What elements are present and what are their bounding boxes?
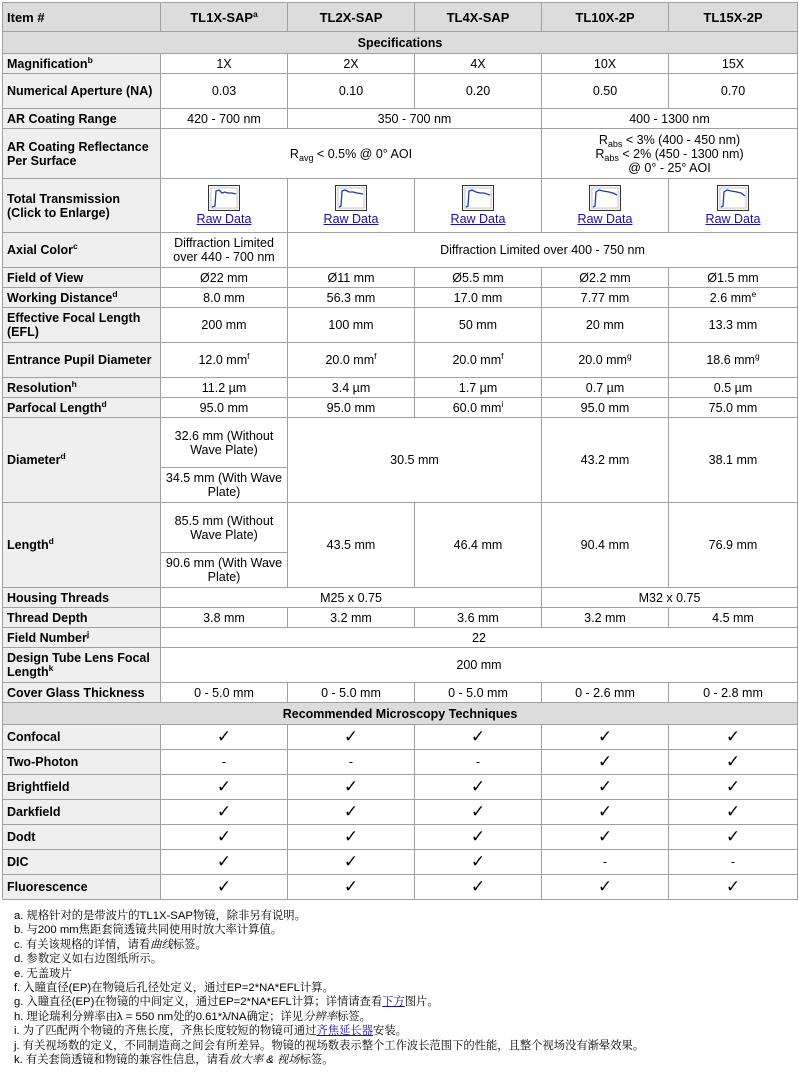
value: 13.3 mm [669, 308, 798, 343]
label-field-number: Field Number$^j$ [3, 628, 161, 648]
value: 43.2 mm [542, 418, 669, 503]
label-fov: Field of View [3, 268, 161, 288]
value: 85.5 mm (Without Wave Plate) [161, 503, 288, 553]
technique-label: Two-Photon [3, 750, 161, 775]
value: 34.5 mm (With Wave Plate) [161, 468, 288, 503]
footnote-g: g. 入瞳直径(EP)在物镜的中间定义，通过EP=2*NA*EFL计算；详情请查看下方图片。 [14, 996, 439, 1009]
transmission-graph-thumbnail[interactable] [717, 185, 749, 211]
technique-mark: ✓ [161, 800, 288, 825]
model-header-tl15x: TL15X-2P [669, 3, 798, 32]
label-resolution: Resolution$^h$ [3, 378, 161, 398]
value: Ø22 mm [161, 268, 288, 288]
value: 3.8 mm [161, 608, 288, 628]
label-magnification: Magnification$^b$ [3, 54, 161, 74]
value: 0.70 [669, 74, 798, 109]
value: 32.6 mm (Without Wave Plate) [161, 418, 288, 468]
model-header-tl1x: TL1X-SAP$^a$ [161, 3, 288, 32]
row-cover-glass [3, 683, 798, 703]
label-ar-range: AR Coating Range [3, 109, 161, 129]
technique-mark: ✓ [415, 825, 542, 850]
value: 0 - 5.0 mm [415, 683, 542, 703]
value: 0 - 5.0 mm [288, 683, 415, 703]
technique-mark: ✓ [415, 850, 542, 875]
value: 46.4 mm [415, 503, 542, 588]
technique-mark: ✓ [669, 750, 798, 775]
row-technique [3, 775, 798, 800]
transmission-cell [542, 179, 669, 233]
footnote-d: d. 参数定义如右边图纸所示。 [14, 953, 163, 966]
row-technique [3, 825, 798, 850]
specs-table [2, 2, 798, 900]
value: 0 - 5.0 mm [161, 683, 288, 703]
technique-mark: ✓ [288, 850, 415, 875]
technique-mark: ✓ [288, 875, 415, 900]
technique-mark: ✓ [542, 750, 669, 775]
value: 3.2 mm [542, 608, 669, 628]
value: Ø5.5 mm [415, 268, 542, 288]
technique-mark: ✓ [415, 775, 542, 800]
label-efl: Effective Focal Length (EFL) [3, 308, 161, 343]
footnote-e: e. 无盖玻片 [14, 967, 72, 980]
technique-label: Brightfield [3, 775, 161, 800]
technique-mark: ✓ [415, 800, 542, 825]
value: 20.0 $mm^f$ [415, 343, 542, 378]
row-parfocal [3, 398, 798, 418]
technique-mark: ✓ [161, 850, 288, 875]
value-reflectance-avg: $R_{avg} < 0.5\%$ @ 0° AOI [161, 129, 542, 179]
technique-mark: ✓ [669, 875, 798, 900]
value: 0.5 µm [669, 378, 798, 398]
transmission-cell [288, 179, 415, 233]
technique-mark: ✓ [288, 800, 415, 825]
value: 0.7 µm [542, 378, 669, 398]
value: 60.0 $mm^i$ [415, 398, 542, 418]
technique-label: Confocal [3, 725, 161, 750]
technique-mark: ✓ [542, 825, 669, 850]
row-length [3, 503, 798, 553]
value: 8.0 mm [161, 288, 288, 308]
value: 420 - 700 nm [161, 109, 288, 129]
value: 400 - 1300 nm [542, 109, 798, 129]
technique-mark: ✓ [288, 725, 415, 750]
row-magnification [3, 54, 798, 74]
technique-mark: - [415, 750, 542, 775]
label-tube-lens: Design Tube Lens Focal Length$^k$ [3, 648, 161, 683]
value: 90.6 mm (With Wave Plate) [161, 553, 288, 588]
row-technique [3, 750, 798, 775]
value: 2X [288, 54, 415, 74]
technique-mark: ✓ [288, 775, 415, 800]
value: 95.0 mm [288, 398, 415, 418]
technique-mark: ✓ [669, 775, 798, 800]
row-thread-depth [3, 608, 798, 628]
model-header-tl2x: TL2X-SAP [288, 3, 415, 32]
footnote-j: j. 有关视场数的定义，不同制造商之间会有所差异。物镜的视场数表示整个工作波长范围下的性能，且整个视场没有渐晕效果。 [14, 1039, 645, 1052]
label-thread-depth: Thread Depth [3, 608, 161, 628]
value: 10X [542, 54, 669, 74]
label-na: Numerical Aperture (NA) [3, 74, 161, 109]
row-entrance-pupil [3, 343, 798, 378]
value: 4X [415, 54, 542, 74]
transmission-cell [415, 179, 542, 233]
value: 20.0 $mm^g$ [542, 343, 669, 378]
value: 0.20 [415, 74, 542, 109]
value: 95.0 mm [161, 398, 288, 418]
row-working-distance [3, 288, 798, 308]
section-specifications: Specifications [3, 32, 798, 54]
row-technique [3, 725, 798, 750]
label-transmission: Total Transmission (Click to Enlarge) [3, 179, 161, 233]
value: 0.10 [288, 74, 415, 109]
raw-data-link[interactable]: Raw Data [705, 212, 761, 226]
row-technique [3, 800, 798, 825]
row-housing-threads [3, 588, 798, 608]
value: 38.1 mm [669, 418, 798, 503]
value: 12.0 $mm^f$ [161, 343, 288, 378]
row-resolution [3, 378, 798, 398]
value: M32 x 0.75 [542, 588, 798, 608]
footnote-c: c. 有关该规格的详情，请看曲线标签。 [14, 938, 207, 951]
value: Diffraction Limited over 440 - 700 nm [161, 233, 288, 268]
value: 200 mm [161, 308, 288, 343]
value: 2.6 $mm^e$ [669, 288, 798, 308]
value: 4.5 mm [669, 608, 798, 628]
value: 76.9 mm [669, 503, 798, 588]
value: 3.6 mm [415, 608, 542, 628]
raw-data-link[interactable]: Raw Data [450, 212, 506, 226]
transmission-cell [161, 179, 288, 233]
value: 1.7 µm [415, 378, 542, 398]
technique-label: Dodt [3, 825, 161, 850]
value: 3.4 µm [288, 378, 415, 398]
row-axial-color [3, 233, 798, 268]
row-ar-range [3, 109, 798, 129]
row-fov [3, 268, 798, 288]
section-techniques: Recommended Microscopy Techniques [3, 703, 798, 725]
value: 0 - 2.6 mm [542, 683, 669, 703]
technique-mark: ✓ [161, 725, 288, 750]
technique-mark: ✓ [542, 725, 669, 750]
footnote-h: h. 理论瑞利分辨率由λ = 550 nm处的0.61*λ/NA确定；详见分辨率标签。 [14, 1010, 371, 1023]
technique-label: DIC [3, 850, 161, 875]
value: Ø11 mm [288, 268, 415, 288]
value: 18.6 $mm^g$ [669, 343, 798, 378]
row-tube-lens [3, 648, 798, 683]
raw-data-link[interactable]: Raw Data [196, 212, 252, 226]
value: 20.0 $mm^f$ [288, 343, 415, 378]
technique-mark: ✓ [161, 825, 288, 850]
technique-label: Darkfield [3, 800, 161, 825]
below-link[interactable]: 下方 [382, 996, 405, 1009]
value: 0.03 [161, 74, 288, 109]
value: 20 mm [542, 308, 669, 343]
footnote-i: i. 为了匹配两个物镜的齐焦长度，齐焦长度较短的物镜可通过齐焦延长器安装。 [14, 1025, 407, 1038]
value: 1X [161, 54, 288, 74]
header-row [3, 3, 798, 32]
label-length: Length$^d$ [3, 503, 161, 588]
raw-data-link[interactable]: Raw Data [577, 212, 633, 226]
label-axial-color: Axial Color$^c$ [3, 233, 161, 268]
value: 56.3 mm [288, 288, 415, 308]
label-entrance-pupil: Entrance Pupil Diameter [3, 343, 161, 378]
footnote-b: b. 与200 mm焦距套筒透镜共同使用时放大率计算值。 [14, 924, 283, 937]
row-technique [3, 850, 798, 875]
footnote-k: k. 有关套筒透镜和物镜的兼容性信息，请看放大率 & 视场标签。 [14, 1054, 334, 1067]
technique-mark: ✓ [669, 800, 798, 825]
technique-mark: ✓ [669, 825, 798, 850]
label-parfocal: Parfocal Length$^d$ [3, 398, 161, 418]
technique-mark: ✓ [542, 800, 669, 825]
value: 350 - 700 nm [288, 109, 542, 129]
row-ar-reflectance [3, 129, 798, 179]
technique-mark: ✓ [669, 725, 798, 750]
transmission-cell [669, 179, 798, 233]
value: 17.0 mm [415, 288, 542, 308]
technique-mark: ✓ [161, 775, 288, 800]
label-ar-reflectance: AR Coating Reflectance Per Surface [3, 129, 161, 179]
technique-mark: - [288, 750, 415, 775]
technique-mark: ✓ [415, 875, 542, 900]
value: 50 mm [415, 308, 542, 343]
technique-mark: ✓ [288, 825, 415, 850]
footnote-f: f. 入瞳直径(EP)在物镜后孔径处定义，通过EP=2*NA*EFL计算。 [14, 982, 334, 995]
value: 3.2 mm [288, 608, 415, 628]
label-housing-threads: Housing Threads [3, 588, 161, 608]
row-diameter [3, 418, 798, 468]
value-reflectance-abs: $R_{abs} < 3\%$ (400 - 450 nm) $R_{abs} < 2\%$ (450 - 1300 nm) @ 0° - 25° AOI [542, 129, 798, 179]
label-working-distance: Working Distance$^d$ [3, 288, 161, 308]
parfocal-extender-link[interactable]: 齐焦延长器 [316, 1025, 374, 1038]
row-efl [3, 308, 798, 343]
label-diameter: Diameter$^d$ [3, 418, 161, 503]
technique-mark: - [669, 850, 798, 875]
value: 11.2 µm [161, 378, 288, 398]
technique-mark: ✓ [542, 775, 669, 800]
value: 15X [669, 54, 798, 74]
value: 7.77 mm [542, 288, 669, 308]
value: Ø1.5 mm [669, 268, 798, 288]
row-field-number [3, 628, 798, 648]
row-na [3, 74, 798, 109]
value: 90.4 mm [542, 503, 669, 588]
technique-label: Fluorescence [3, 875, 161, 900]
value: 75.0 mm [669, 398, 798, 418]
transmission-graph-thumbnail[interactable] [335, 185, 367, 211]
transmission-graph-thumbnail[interactable] [208, 185, 240, 211]
model-header-tl4x: TL4X-SAP [415, 3, 542, 32]
value: 200 mm [161, 648, 798, 683]
technique-mark: - [542, 850, 669, 875]
item-header: Item # [3, 3, 161, 32]
technique-mark: ✓ [542, 875, 669, 900]
value: 95.0 mm [542, 398, 669, 418]
row-transmission [3, 179, 798, 233]
value: 100 mm [288, 308, 415, 343]
value: M25 x 0.75 [161, 588, 542, 608]
technique-mark: ✓ [415, 725, 542, 750]
value: 30.5 mm [288, 418, 542, 503]
footnotes [14, 909, 799, 1067]
technique-mark: - [161, 750, 288, 775]
value: 22 [161, 628, 798, 648]
transmission-graph-thumbnail[interactable] [462, 185, 494, 211]
footnote-a: a. 规格针对的是带波片的TL1X-SAP物镜，除非另有说明。 [14, 910, 306, 922]
value: 0 - 2.8 mm [669, 683, 798, 703]
technique-mark: ✓ [161, 875, 288, 900]
raw-data-link[interactable]: Raw Data [323, 212, 379, 226]
model-header-tl10x: TL10X-2P [542, 3, 669, 32]
value: 0.50 [542, 74, 669, 109]
transmission-graph-thumbnail[interactable] [589, 185, 621, 211]
label-cover-glass: Cover Glass Thickness [3, 683, 161, 703]
row-technique [3, 875, 798, 900]
value: Ø2.2 mm [542, 268, 669, 288]
value: 43.5 mm [288, 503, 415, 588]
value: Diffraction Limited over 400 - 750 nm [288, 233, 798, 268]
